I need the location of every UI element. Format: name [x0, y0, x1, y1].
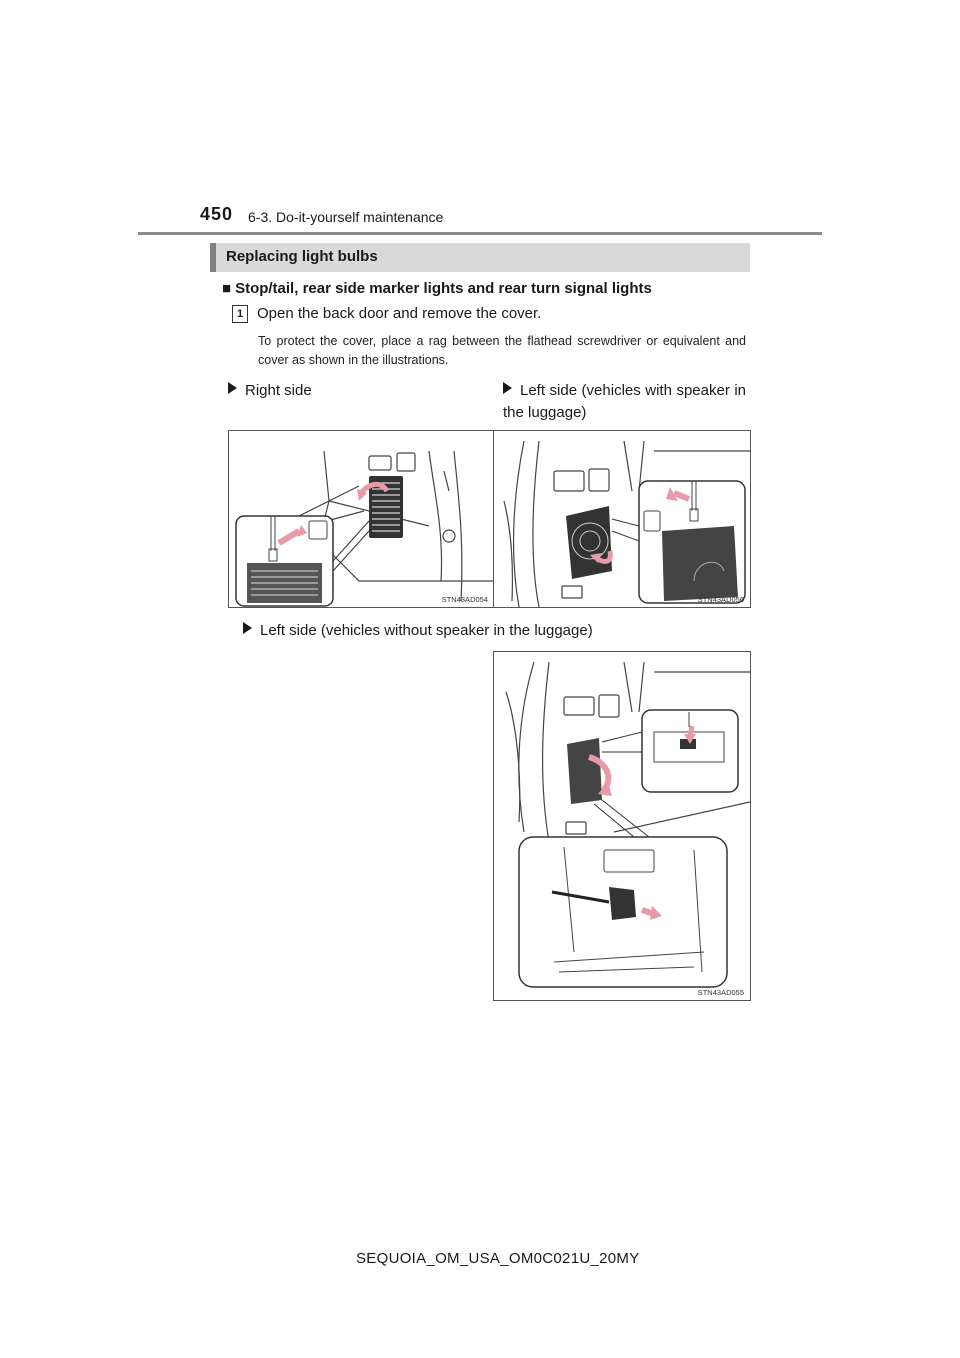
- document-footer: SEQUOIA_OM_USA_OM0C021U_20MY: [356, 1250, 640, 1267]
- illustration-left-side-no-speaker: [493, 651, 751, 1001]
- illustration-left-side-speaker-drawing: [494, 431, 750, 607]
- subheading: [222, 280, 652, 297]
- illustration-right-side: [228, 430, 495, 608]
- triangle-bullet-icon: [228, 382, 237, 394]
- step-number-badge: 1: [232, 305, 248, 323]
- figure-caption-right-side: Right side: [228, 380, 312, 402]
- figure-code: STN43AD056: [697, 595, 744, 604]
- illustration-left-side-no-speaker-drawing: [494, 652, 750, 1000]
- figure-code: STN43AD054: [441, 595, 488, 604]
- section-title: Replacing light bulbs: [226, 248, 378, 265]
- step-text: Open the back door and remove the cover.: [257, 305, 542, 322]
- figure-caption-left-side-speaker: Left side (vehicles with speaker in the luggage): [503, 382, 746, 421]
- header-rule: [138, 232, 822, 235]
- triangle-bullet-icon: [503, 382, 512, 394]
- section-heading-bar: [210, 243, 750, 272]
- subheading-text: Stop/tail, rear side marker lights and rear turn signal lights: [235, 280, 652, 297]
- chapter-title: 6-3. Do-it-yourself maintenance: [248, 209, 444, 225]
- figure-caption-left-side-no-speaker: Left side (vehicles without speaker in the luggage): [243, 620, 593, 642]
- section-accent: [210, 243, 216, 272]
- triangle-bullet-icon: [243, 622, 252, 634]
- step-note: To protect the cover, place a rag between the flathead screwdriver or equivalent and cover as shown in the illustrations.: [258, 334, 746, 367]
- square-bullet-icon: ■: [222, 280, 232, 297]
- page-number: 450: [200, 204, 234, 224]
- illustration-right-side-drawing: [229, 431, 494, 607]
- figure-code: STN43AD055: [697, 988, 744, 997]
- illustration-left-side-speaker: [493, 430, 751, 608]
